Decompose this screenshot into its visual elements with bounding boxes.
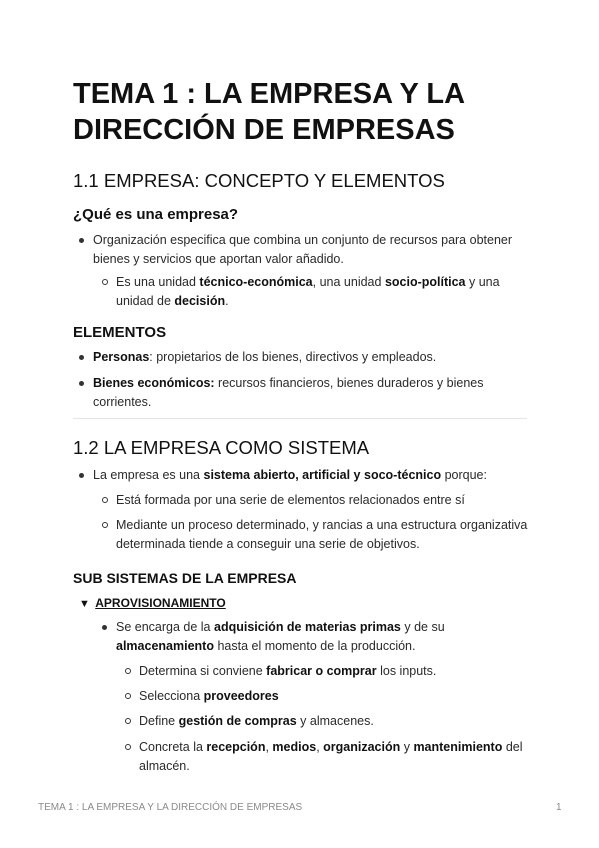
list-item: Concreta la recepción, medios, organización y mantenimiento del almacén. — [139, 738, 529, 776]
list-item: Organización especifica que combina un conjunto de recursos para obtener bienes y servicios que aportan valor añadido. — [93, 231, 523, 269]
footer-title: TEMA 1 : LA EMPRESA Y LA DIRECCIÓN DE EMPRESAS — [38, 802, 303, 813]
divider — [73, 418, 527, 419]
list-item: Mediante un proceso determinado, y rancias a una estructura organizativa determinada tiende a conseguir una serie de objetivos. — [116, 516, 528, 554]
list-item: Define gestión de compras y almacenes. — [139, 712, 529, 731]
list-item: Es una unidad técnico-económica, una unidad socio-política y una unidad de decisión. — [116, 273, 528, 311]
list-item: Determina si conviene fabricar o comprar los inputs. — [139, 662, 529, 681]
list-item: Personas: propietarios de los bienes, directivos y empleados. — [93, 348, 523, 367]
elements-heading: ELEMENTOS — [73, 324, 167, 341]
section-heading-1-2: 1.2 LA EMPRESA COMO SISTEMA — [73, 437, 370, 458]
list-item: Se encarga de la adquisición de materias primas y de su almacenamiento hasta el momento de la producción. — [116, 618, 516, 656]
page-number: 1 — [556, 802, 562, 813]
list-item: Selecciona proveedores — [139, 687, 529, 706]
document-title: TEMA 1 : LA EMPRESA Y LA DIRECCIÓN DE EMPRESAS — [73, 78, 465, 146]
subsystems-heading: SUB SISTEMAS DE LA EMPRESA — [73, 570, 297, 586]
list-item: La empresa es una sistema abierto, artificial y soco-técnico porque: — [93, 466, 523, 485]
list-item: Está formada por una serie de elementos relacionados entre sí — [116, 491, 528, 510]
toggle-label[interactable]: APROVISIONAMIENTO — [95, 596, 226, 610]
toggle-aprovisionamiento[interactable] — [79, 594, 226, 613]
question-heading: ¿Qué es una empresa? — [73, 206, 239, 223]
triangle-down-icon[interactable]: ▼ — [79, 598, 90, 610]
list-item: Bienes económicos: recursos financieros, bienes duraderos y bienes corrientes. — [93, 374, 503, 412]
section-heading-1-1: 1.1 EMPRESA: CONCEPTO Y ELEMENTOS — [73, 170, 445, 191]
